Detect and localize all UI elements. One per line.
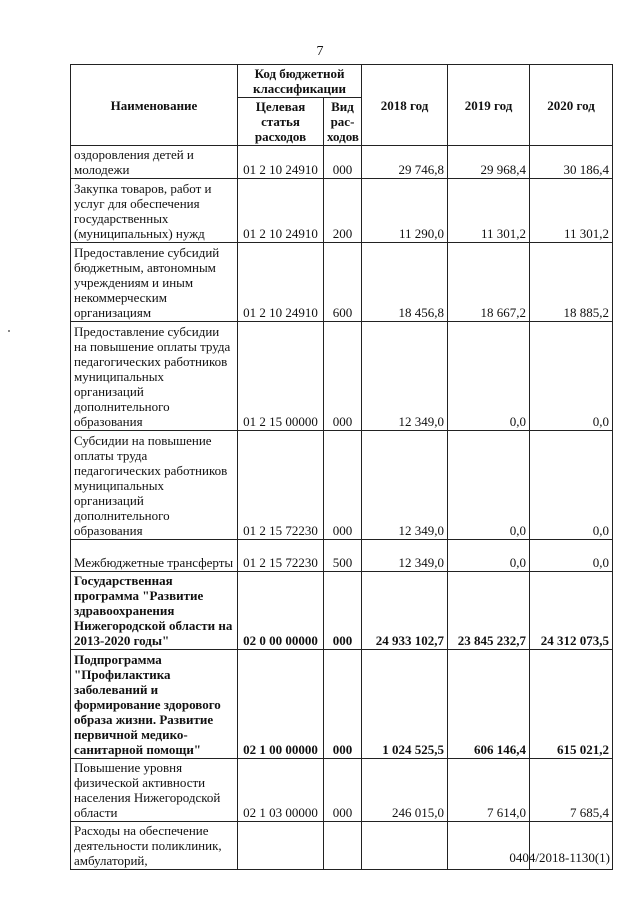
row-code: 01 2 10 24910 (238, 146, 324, 179)
header-name: Наименование (71, 65, 238, 146)
table-row (71, 431, 613, 540)
row-value-2020: 615 021,2 (530, 650, 613, 759)
header-kbk: Код бюджетной классификации (238, 65, 362, 98)
row-name: Расходы на обеспечение деятельности поликлиник, амбулаторий, (71, 822, 238, 870)
row-value-2020: 18 885,2 (530, 243, 613, 322)
row-expense-type: 000 (324, 572, 362, 650)
row-code: 01 2 15 72230 (238, 431, 324, 540)
table-header (71, 65, 613, 146)
row-value-2019: 18 667,2 (448, 243, 530, 322)
row-value-2018 (362, 822, 448, 870)
header-2018: 2018 год (362, 65, 448, 146)
table-row (71, 146, 613, 179)
row-value-2019: 7 614,0 (448, 759, 530, 822)
header-expense-type: Вид рас-ходов (324, 98, 362, 146)
row-code: 01 2 15 00000 (238, 322, 324, 431)
page-number: 7 (316, 44, 324, 59)
row-value-2019: 606 146,4 (448, 650, 530, 759)
row-name: Подпрограмма "Профилактика заболеваний и формирование здорового образа жизни. Развитие первичной медико-санитарной помощи" (71, 650, 238, 759)
table-row (71, 650, 613, 759)
row-code: 01 2 10 24910 (238, 179, 324, 243)
row-value-2019: 0,0 (448, 431, 530, 540)
row-code: 02 1 00 00000 (238, 650, 324, 759)
budget-table (70, 64, 613, 870)
row-code: 01 2 15 72230 (238, 540, 324, 572)
table-row (71, 759, 613, 822)
row-value-2020: 11 301,2 (530, 179, 613, 243)
row-value-2019: 11 301,2 (448, 179, 530, 243)
scan-mark (8, 330, 10, 332)
row-value-2019: 0,0 (448, 540, 530, 572)
header-target-article: Целевая статья расходов (238, 98, 324, 146)
row-value-2020: 30 186,4 (530, 146, 613, 179)
row-value-2020: 7 685,4 (530, 759, 613, 822)
row-expense-type: 200 (324, 179, 362, 243)
row-code (238, 822, 324, 870)
row-expense-type: 500 (324, 540, 362, 572)
row-code: 02 1 03 00000 (238, 759, 324, 822)
row-code: 02 0 00 00000 (238, 572, 324, 650)
row-name: Предоставление субсидии на повышение оплаты труда педагогических работников муниципальных организаций дополнительного образования (71, 322, 238, 431)
row-expense-type: 600 (324, 243, 362, 322)
row-value-2018: 24 933 102,7 (362, 572, 448, 650)
row-value-2018: 12 349,0 (362, 431, 448, 540)
row-value-2018: 29 746,8 (362, 146, 448, 179)
table-row (71, 540, 613, 572)
row-name: Повышение уровня физической активности населения Нижегородской области (71, 759, 238, 822)
row-name: Субсидии на повышение оплаты труда педагогических работников муниципальных организаций дополнительного образования (71, 431, 238, 540)
table-body (71, 146, 613, 870)
table-row (71, 322, 613, 431)
header-2020: 2020 год (530, 65, 613, 146)
row-value-2019: 0,0 (448, 322, 530, 431)
row-value-2018: 1 024 525,5 (362, 650, 448, 759)
row-value-2018: 246 015,0 (362, 759, 448, 822)
row-code: 01 2 10 24910 (238, 243, 324, 322)
table-row (71, 179, 613, 243)
row-expense-type (324, 822, 362, 870)
row-value-2020: 24 312 073,5 (530, 572, 613, 650)
row-name: Государственная программа "Развитие здравоохранения Нижегородской области на 2013-2020 годы" (71, 572, 238, 650)
row-expense-type: 000 (324, 322, 362, 431)
row-value-2019: 23 845 232,7 (448, 572, 530, 650)
row-value-2020: 0,0 (530, 431, 613, 540)
row-name: Межбюджетные трансферты (71, 540, 238, 572)
row-expense-type: 000 (324, 431, 362, 540)
table-row (71, 243, 613, 322)
header-2019: 2019 год (448, 65, 530, 146)
row-expense-type: 000 (324, 146, 362, 179)
row-value-2018: 12 349,0 (362, 540, 448, 572)
row-expense-type: 000 (324, 759, 362, 822)
row-name: Закупка товаров, работ и услуг для обеспечения государственных (муниципальных) нужд (71, 179, 238, 243)
row-value-2018: 12 349,0 (362, 322, 448, 431)
row-value-2019: 29 968,4 (448, 146, 530, 179)
row-value-2018: 18 456,8 (362, 243, 448, 322)
row-value-2018: 11 290,0 (362, 179, 448, 243)
row-name: оздоровления детей и молодежи (71, 146, 238, 179)
row-value-2020: 0,0 (530, 540, 613, 572)
document-code: 0404/2018-1130(1) (509, 850, 610, 865)
table-row (71, 572, 613, 650)
row-expense-type: 000 (324, 650, 362, 759)
row-value-2020: 0,0 (530, 322, 613, 431)
row-name: Предоставление субсидий бюджетным, автономным учреждениям и иным некоммерческим организациям (71, 243, 238, 322)
